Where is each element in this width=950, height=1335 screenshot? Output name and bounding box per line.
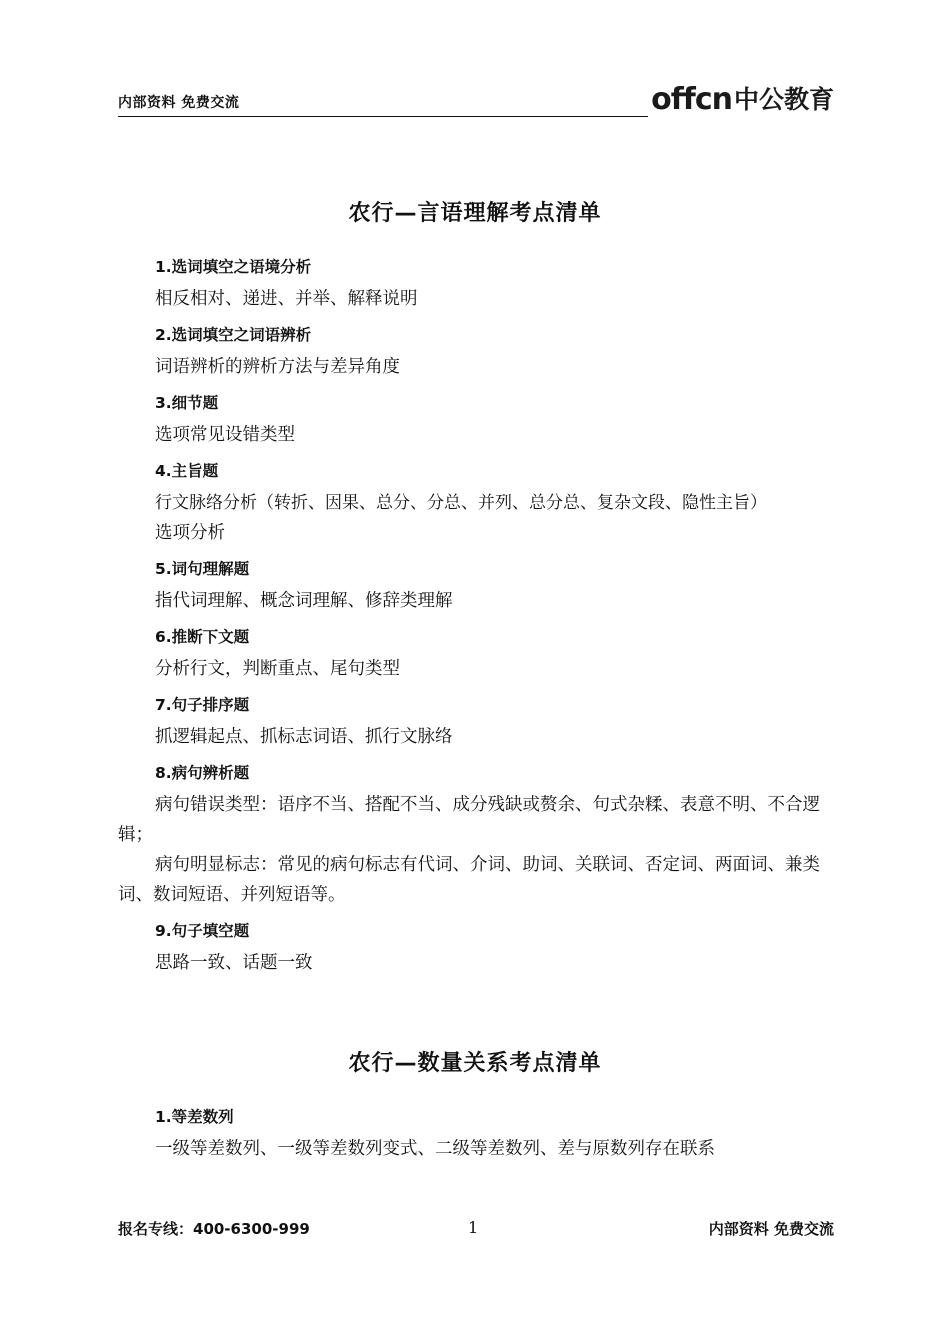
page-header [118, 78, 834, 120]
item-heading: 3.细节题 [155, 394, 219, 412]
list-item [118, 256, 838, 314]
item-body: 词语辨析的辨析方法与差异角度 [155, 357, 400, 377]
header-left-text: 内部资料 免费交流 [118, 95, 240, 111]
section-title-quantitative: 农行—数量关系考点清单 [348, 1051, 602, 1076]
item-body-continued: 选项分析 [155, 523, 225, 543]
section-verbal-content [118, 256, 838, 978]
item-paragraph: 病句错误类型：语序不当、搭配不当、成分残缺或赘余、句式杂糅、表意不明、不合逻辑； [118, 795, 820, 845]
item-body: 相反相对、递进、并举、解释说明 [155, 289, 418, 309]
footer-right-text: 内部资料 免费交流 [708, 1220, 834, 1238]
logo-en-text: offcn [651, 82, 732, 117]
item-heading: 1.等差数列 [155, 1108, 234, 1126]
item-body: 指代词理解、概念词理解、修辞类理解 [155, 591, 453, 611]
section-title-verbal: 农行—言语理解考点清单 [348, 201, 602, 226]
list-item [118, 920, 838, 978]
item-body: 分析行文，判断重点、尾句类型 [155, 659, 400, 679]
header-rule [118, 116, 648, 117]
page-number: 1 [468, 1218, 479, 1237]
item-heading: 2.选词填空之词语辨析 [155, 326, 312, 344]
item-body: 选项常见设错类型 [155, 425, 295, 445]
list-item [118, 324, 838, 382]
list-item [118, 694, 838, 752]
item-heading: 5.词句理解题 [155, 560, 250, 578]
item-heading: 4.主旨题 [155, 462, 219, 480]
item-heading: 9.句子填空题 [155, 922, 250, 940]
list-item [118, 558, 838, 616]
list-item [118, 1106, 838, 1164]
page-footer [118, 1218, 834, 1242]
item-heading: 1.选词填空之语境分析 [155, 258, 312, 276]
item-body: 一级等差数列、一级等差数列变式、二级等差数列、差与原数列存在联系 [155, 1139, 715, 1159]
item-heading: 7.句子排序题 [155, 696, 250, 714]
item-body: 抓逻辑起点、抓标志词语、抓行文脉络 [155, 727, 453, 747]
list-item [118, 762, 838, 910]
list-item [118, 392, 838, 450]
item-heading: 6.推断下文题 [155, 628, 250, 646]
offcn-logo [651, 78, 834, 118]
item-body: 思路一致、话题一致 [155, 953, 313, 973]
logo-zh-text: 中公教育 [733, 85, 834, 114]
item-body: 行文脉络分析（转折、因果、总分、分总、并列、总分总、复杂文段、隐性主旨） [155, 493, 767, 513]
list-item [118, 460, 838, 548]
footer-hotline: 报名专线：400-6300-999 [118, 1220, 310, 1238]
item-paragraph: 病句明显标志：常见的病句标志有代词、介词、助词、关联词、否定词、两面词、兼类词、数词短语、并列短语等。 [118, 855, 820, 905]
item-heading: 8.病句辨析题 [155, 764, 250, 782]
list-item [118, 626, 838, 684]
section-quantitative-content [118, 1106, 838, 1164]
